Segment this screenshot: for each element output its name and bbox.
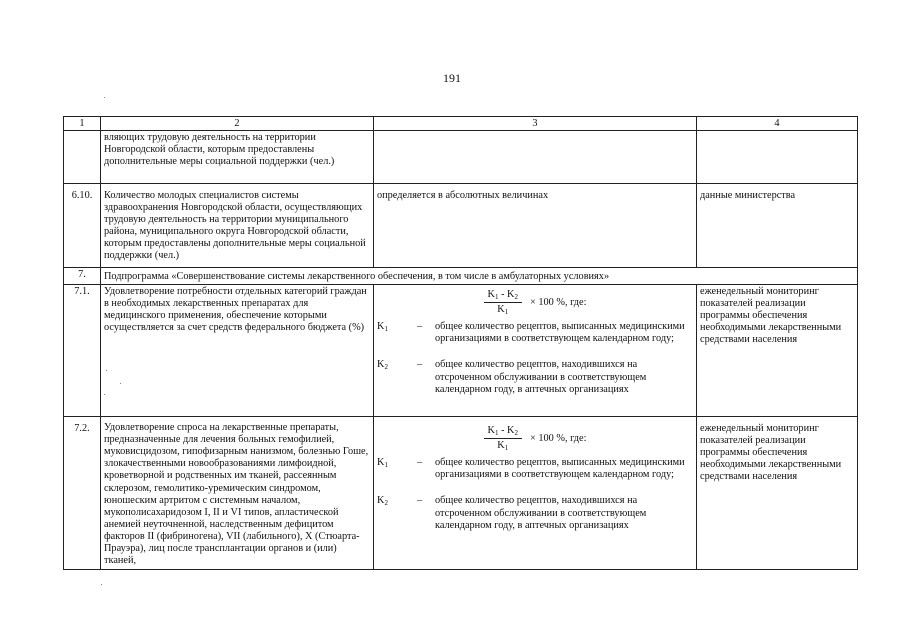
header-cell: 2: [101, 117, 374, 131]
variable-text: общее количество рецептов, находившихся на отсроченном обслуживании в соответствующем календарном году, в аптечных организациях: [435, 359, 647, 395]
row-number: 6.10.: [64, 184, 101, 268]
indicator-description: Количество молодых специалистов системы здравоохранения Новгородской области, осуществляющих трудовую деятельность на территории муниципального района, муниципального округа Новгородской области, которым предоставлены дополнительные меры социальной поддержки (чел.): [101, 184, 374, 268]
variable-definition: $K_2$ – общее количество рецептов, находившихся на отсроченном обслуживании в соответствующем календарном году, в аптечных организациях: [377, 359, 693, 395]
formula: [377, 289, 693, 316]
table-row: [64, 184, 858, 268]
variable-symbol: $K_1$: [377, 457, 388, 470]
indicator-table: [63, 116, 858, 570]
data-source: данные министерства: [697, 184, 858, 268]
data-source: [697, 131, 858, 184]
row-number: 7.2.: [64, 417, 101, 570]
header-row: [64, 117, 858, 131]
formula-tail: × 100 %, где:: [529, 432, 587, 444]
row-number: 7.: [64, 268, 101, 285]
formula-numerator: $K_1 - K_2$: [484, 425, 522, 439]
data-source: еженедельный мониторинг показателей реализации программы обеспечения необходимыми лекарственными средствами населения: [697, 285, 858, 417]
variable-definition: $K_1$ – общее количество рецептов, выписанных медицинскими организациями в соответствующем календарном году;: [377, 457, 693, 481]
formula-denominator: $K_1$: [497, 440, 509, 453]
table-row: [64, 285, 858, 417]
formula-denominator: $K_1$: [497, 304, 509, 317]
formula-fraction: [484, 425, 522, 452]
variable-text: общее количество рецептов, находившихся на отсроченном обслуживании в соответствующем календарном году, в аптечных организациях: [435, 495, 647, 531]
variable-text: общее количество рецептов, выписанных медицинскими организациями в соответствующем календарном году;: [435, 321, 685, 345]
variable-definition: $K_2$ – общее количество рецептов, находившихся на отсроченном обслуживании в соответствующем календарном году, в аптечных организациях: [377, 495, 693, 531]
variable-definition: $K_1$ – общее количество рецептов, выписанных медицинскими организациями в соответствующем календарном году;: [377, 321, 693, 345]
indicator-description: Удовлетворение спроса на лекарственные препараты, предназначенные для лечения больных гемофилией, муковисцидозом, гипофизарным нанизмом, болезнью Гоше, злокачественными новообразованиями лимфоидной, кроветворной и родственных им тканей, рассеянным склерозом, гемолитико-уремическим синдромом, юношеским артритом с системным началом, мукополисахаридозом I, II и VI типов, апластической анемией неуточненной, наследственным дефицитом факторов II (фибриногена), VII (лабильного), X (Стюарта-Прауэра), лиц после трансплантации органов и (или) тканей,: [101, 417, 374, 570]
indicator-description: Удовлетворение потребности отдельных категорий граждан в необходимых лекарственных препаратах для медицинского применения, обеспечение которыми осуществляется за счет средств федерального бюджета (%): [101, 285, 374, 417]
variable-symbol: $K_2$: [377, 359, 388, 372]
calculation-method: [374, 417, 697, 570]
table-row: [64, 417, 858, 570]
formula: [377, 425, 693, 452]
calculation-method: [374, 131, 697, 184]
data-source: еженедельный мониторинг показателей реализации программы обеспечения необходимыми лекарственными средствами населения: [697, 417, 858, 570]
subprogram-row: [64, 268, 858, 285]
header-cell: 1: [64, 117, 101, 131]
indicator-description: вляющих трудовую деятельность на территории Новгородской области, которым предоставлены дополнительные меры социальной поддержки (чел.): [101, 131, 374, 184]
header-cell: 3: [374, 117, 697, 131]
calculation-method: [374, 285, 697, 417]
scan-speck: [104, 97, 105, 98]
formula-fraction: [484, 289, 522, 316]
variable-text: общее количество рецептов, выписанных медицинскими организациями в соответствующем календарном году;: [435, 457, 685, 481]
variable-symbol: $K_1$: [377, 321, 388, 334]
page-number: 191: [443, 71, 461, 85]
formula-numerator: $K_1 - K_2$: [484, 289, 522, 303]
row-number: 7.1.: [64, 285, 101, 417]
formula-tail: × 100 %, где:: [529, 296, 587, 308]
table-row: [64, 131, 858, 184]
header-cell: 4: [697, 117, 858, 131]
row-number: [64, 131, 101, 184]
subprogram-title: Подпрограмма «Совершенствование системы лекарственного обеспечения, в том числе в амбулаторных условиях»: [101, 268, 858, 285]
variable-symbol: $K_2$: [377, 495, 388, 508]
calculation-method: определяется в абсолютных величинах: [374, 184, 697, 268]
scan-speck: [101, 584, 102, 585]
